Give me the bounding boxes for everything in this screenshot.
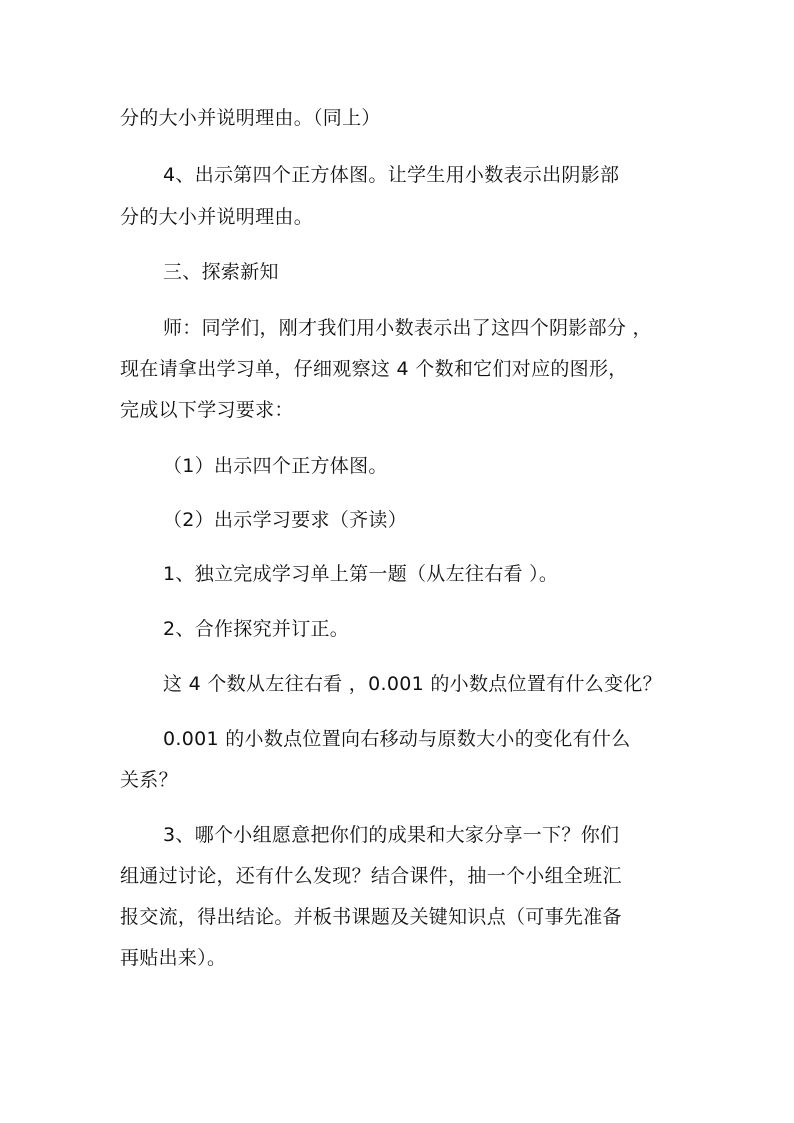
text-line: 完成以下学习要求： bbox=[120, 399, 294, 421]
text-line: 3、哪个小组愿意把你们的成果和大家分享一下？你们 bbox=[163, 824, 620, 846]
text-line: （1）出示四个正方体图。 bbox=[163, 455, 388, 477]
text-line: 关系？ bbox=[120, 769, 178, 791]
text-line: （2）出示学习要求（齐读） bbox=[163, 509, 407, 531]
text-line: 0.001 的小数点位置向右移动与原数大小的变化有什么 bbox=[163, 728, 631, 750]
text-line: 1、独立完成学习单上第一题（从左往右看 ）。 bbox=[163, 563, 559, 585]
text-line: 报交流，得出结论。并板书课题及关键知识点（可事先准备 bbox=[120, 906, 622, 928]
text-line: 再贴出来）。 bbox=[120, 947, 227, 969]
text-line: 4、出示第四个正方体图。让学生用小数表示出阴影部 bbox=[163, 164, 620, 186]
text-line: 师：同学们，刚才我们用小数表示出了这四个阴影部分 ， bbox=[163, 317, 652, 339]
text-line: 分的大小并说明理由。 bbox=[120, 206, 314, 228]
section-heading: 三、探索新知 bbox=[163, 261, 279, 283]
text-line: 这 4 个数从左往右看 ，0.001 的小数点位置有什么变化？ bbox=[163, 673, 662, 695]
text-line: 组通过讨论，还有什么发现？结合课件，抽一个小组全班汇 bbox=[120, 865, 622, 887]
text-line: 2、合作探究并订正。 bbox=[163, 618, 350, 640]
text-line: 现在请拿出学习单，仔细观察这 4 个数和它们对应的图形， bbox=[120, 358, 628, 380]
text-line: 分的大小并说明理由。（同上） bbox=[120, 107, 381, 129]
